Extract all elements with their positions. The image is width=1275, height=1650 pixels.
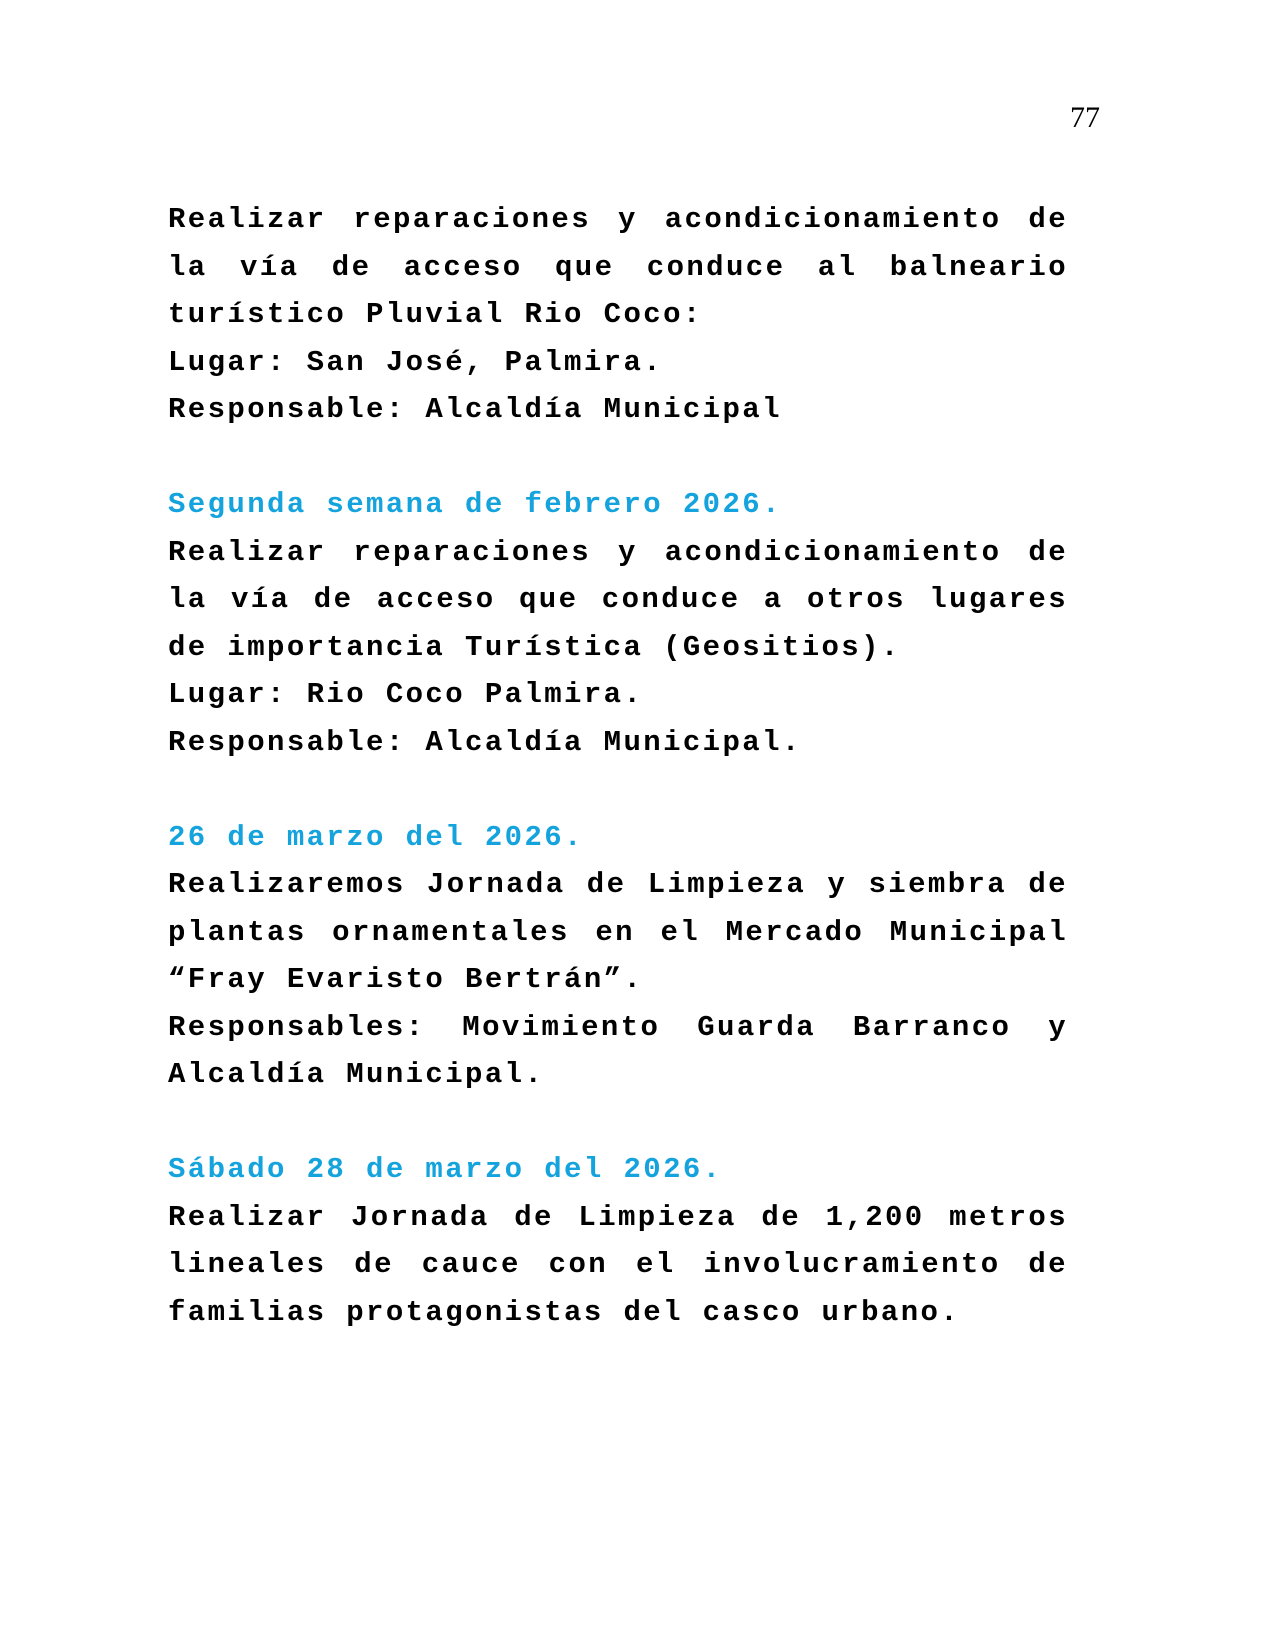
text-line: “Fray Evaristo Bertrán”.: [168, 963, 644, 996]
text-line: Lugar: San José, Palmira.: [168, 345, 664, 379]
page-content: [168, 196, 1068, 1336]
text-line: plantas ornamentales en el Mercado Municipal: [168, 915, 1068, 949]
schedule-section: [168, 196, 1068, 434]
text-line: Realizar reparaciones y acondicionamiento de: [168, 535, 1068, 569]
paragraph: [168, 1004, 1068, 1099]
text-line: Realizar Jornada de Limpieza de 1,200 metros: [168, 1200, 1068, 1234]
text-line: lineales de cauce con el involucramiento de: [168, 1248, 1068, 1281]
schedule-section: [168, 481, 1068, 766]
text-line: turístico Pluvial Rio Coco:: [168, 298, 703, 331]
section-date-heading: 26 de marzo del 2026.: [168, 820, 584, 854]
paragraph: [168, 339, 1068, 387]
section-date-heading: Segunda semana de febrero 2026.: [168, 488, 782, 521]
text-line: la vía de acceso que conduce a otros lugares: [168, 583, 1068, 616]
paragraph: [168, 386, 1068, 434]
text-line: la vía de acceso que conduce al balneario: [168, 250, 1068, 284]
paragraph: [168, 719, 1068, 767]
text-line: de importancia Turística (Geositios).: [168, 630, 901, 664]
text-line: Lugar: Rio Coco Palmira.: [168, 678, 644, 711]
paragraph: [168, 1194, 1068, 1337]
text-line: Responsables: Movimiento Guarda Barranco y: [168, 1010, 1068, 1044]
page-number: 77: [1070, 101, 1100, 134]
text-line: Realizaremos Jornada de Limpieza y siembra de: [168, 868, 1068, 901]
paragraph: [168, 529, 1068, 672]
text-line: familias protagonistas del casco urbano.: [168, 1295, 961, 1329]
schedule-section: [168, 814, 1068, 1099]
paragraph: [168, 196, 1068, 339]
text-line: Responsable: Alcaldía Municipal: [168, 393, 782, 426]
section-date-heading: Sábado 28 de marzo del 2026.: [168, 1153, 723, 1186]
text-line: Realizar reparaciones y acondicionamiento de: [168, 203, 1068, 236]
text-line: Responsable: Alcaldía Municipal.: [168, 725, 802, 759]
text-line: Alcaldía Municipal.: [168, 1058, 545, 1091]
schedule-section: [168, 1146, 1068, 1336]
paragraph: [168, 671, 1068, 719]
paragraph: [168, 861, 1068, 1004]
